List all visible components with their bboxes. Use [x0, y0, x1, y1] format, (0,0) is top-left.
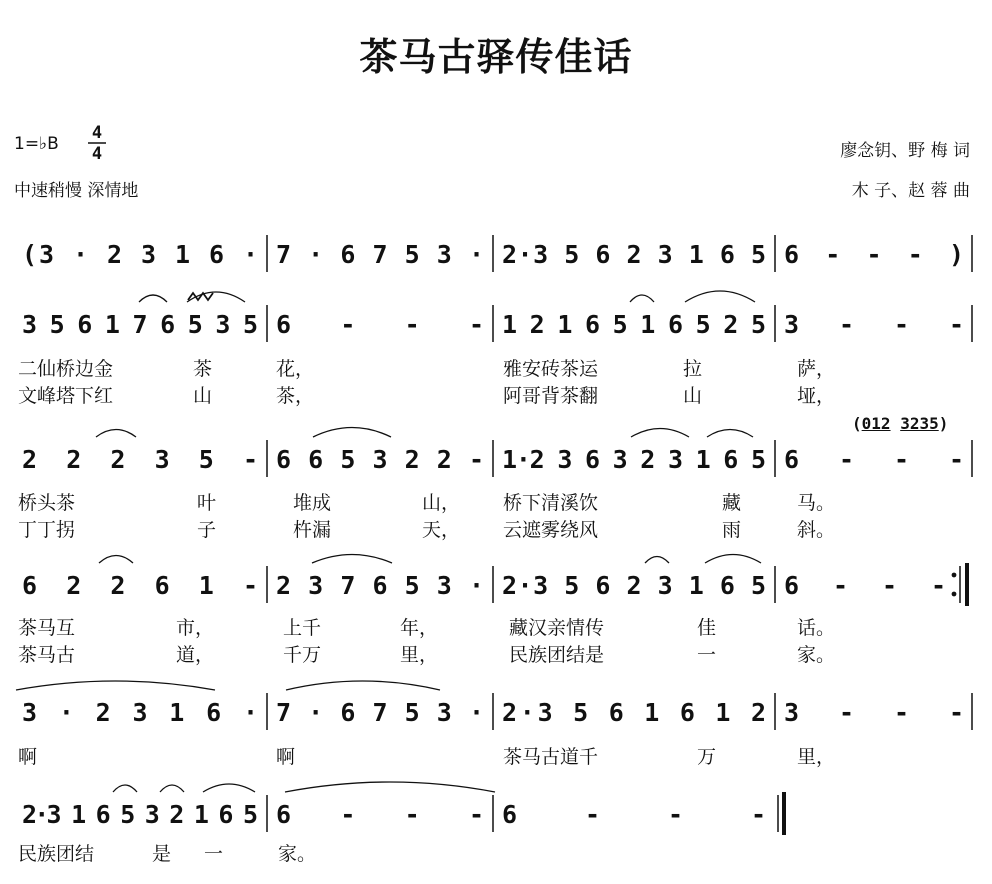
lyric: 家。 [797, 644, 836, 666]
lyric: 二仙桥边金 [18, 358, 114, 380]
lyric: 民族团结 [18, 843, 95, 865]
measure-notation: (3 · 2 3 1 6 · [22, 240, 258, 269]
lyric: 佳 [697, 617, 717, 639]
lyric: 藏汉亲情传 [509, 617, 605, 639]
lyric: 一 [697, 644, 717, 666]
lyric: 马。 [797, 492, 836, 514]
time-bottom: 4 [91, 144, 103, 163]
lyric: 杵漏 [293, 519, 332, 541]
measure-notation: 2 3 7 6 5 3 · [276, 571, 484, 600]
lyric: 市， [176, 617, 215, 639]
lyric: 里， [400, 644, 439, 666]
lyric: 萨， [797, 358, 836, 380]
lyric: 子 [197, 519, 217, 541]
measure-notation: 6 2 2 6 1 - [22, 571, 258, 600]
lyric: 垭， [797, 385, 836, 407]
lyric: 年， [400, 617, 439, 639]
measure-notation: 1 2 1 6 5 1 6 5 2 5 [502, 310, 766, 339]
lyric: 雨 [722, 519, 742, 541]
lyric: 阿哥背茶翻 [503, 385, 599, 407]
lyric: 茶 [193, 358, 213, 380]
lyric: 上千 [283, 617, 322, 639]
lyric: 花， [276, 358, 315, 380]
measure-notation: 3 - - - [784, 698, 964, 727]
lyric: 文峰塔下红 [18, 385, 114, 407]
lyric: 茶马互 [18, 617, 76, 639]
lyric: 斜。 [797, 519, 836, 541]
lyric: 民族团结是 [509, 644, 605, 666]
measure-notation: 6 - - - ) [784, 240, 964, 269]
page-title: 茶马古驿传佳话 [359, 34, 633, 79]
lyric: 山 [193, 385, 213, 407]
measure-notation: 6 6 5 3 2 2 - [276, 445, 484, 474]
measure-notation: 7 · 6 7 5 3 · [276, 240, 484, 269]
measure-notation: 6 - - - [276, 800, 484, 829]
lyric: 茶马古 [18, 644, 76, 666]
lyric: 桥头茶 [18, 492, 76, 514]
lyric: 茶， [276, 385, 315, 407]
measure-notation: 3 5 6 1 7 6 5 3 5 [22, 310, 258, 339]
lyric: 拉 [683, 358, 703, 380]
lyric: 里， [797, 746, 836, 768]
lyric: 道， [176, 644, 215, 666]
measure-notation: 1·2 3 6 3 2 3 1 6 5 [502, 445, 766, 474]
lyric: 丁丁拐 [18, 519, 76, 541]
lyric: 堆成 [293, 492, 332, 514]
lyric: 云遮雾绕风 [503, 519, 599, 541]
lyric: 天， [422, 519, 461, 541]
lyric: 家。 [278, 843, 317, 865]
tempo-marking: 中速稍慢 深情地 [14, 181, 139, 201]
lyric: 话。 [797, 617, 836, 639]
lyric: 是 [152, 843, 172, 865]
lyric: 山 [683, 385, 703, 407]
measure-notation: 3 - - - [784, 310, 964, 339]
lyric: 一 [204, 843, 224, 865]
lyric: 啊 [18, 746, 38, 768]
lyric: 茶马古道千 [503, 746, 599, 768]
measure-notation: 2·3 1 6 5 3 2 1 6 5 [22, 800, 258, 829]
intro-annotation: (012 3235) [852, 414, 949, 433]
measure-notation: 6 - - - [502, 800, 766, 829]
lyric: 啊 [276, 746, 296, 768]
lyric: 桥下清溪饮 [503, 492, 599, 514]
lyric: 藏 [722, 492, 742, 514]
lyric: 叶 [197, 492, 217, 514]
key-text: 1=♭B [14, 134, 59, 154]
measure-notation: 7 · 6 7 5 3 · [276, 698, 484, 727]
measure-notation: 2 2 2 3 5 - [22, 445, 258, 474]
measure-notation: 6 - - - [784, 571, 946, 600]
composer-credit: 木 子、赵 蓉 曲 [851, 181, 970, 201]
measure-notation: 6 - - - [276, 310, 484, 339]
measure-notation: 2·3 5 6 2 3 1 6 5 [502, 571, 766, 600]
lyric: 山， [422, 492, 461, 514]
measure-notation: 6 - - - [784, 445, 964, 474]
measure-notation: 2·3 5 6 1 6 1 2 [502, 698, 766, 727]
lyricist-credit: 廖念钥、野 梅 词 [840, 141, 970, 161]
measure-notation: 2·3 5 6 2 3 1 6 5 [502, 240, 766, 269]
time-top: 4 [91, 123, 103, 143]
measure-notation: 3 · 2 3 1 6 · [22, 698, 258, 727]
lyric: 万 [697, 746, 717, 768]
lyric: 千万 [283, 644, 322, 666]
lyric: 雅安砖茶运 [503, 358, 599, 380]
